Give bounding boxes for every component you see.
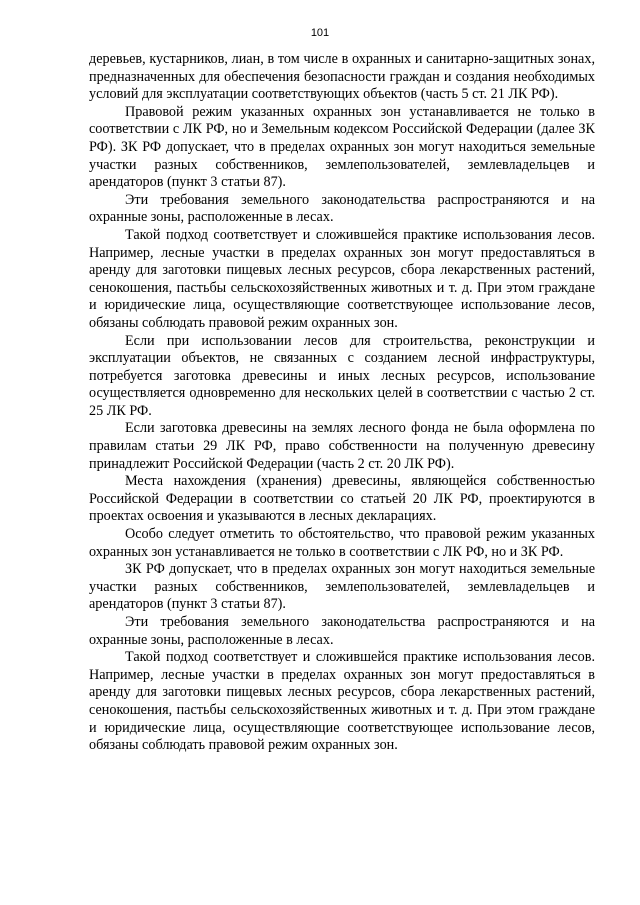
paragraph-2: Правовой режим указанных охранных зон устанавливается не только в соответствии с ЛК РФ, но и Земельным кодексом Российской Федерации (далее ЗК РФ). ЗК РФ допускает, что в пределах охранных зон могут находиться земельные участки разных собственников, землепользователей, землевладельцев и арендаторов (пункт 3 статьи 87). (89, 103, 595, 191)
paragraph-6: Если заготовка древесины на землях лесного фонда не была оформлена по правилам статьи 29 ЛК РФ, право собственности на полученную древесину принадлежит Российской Федерации (часть 2 ст. 20 ЛК РФ). (89, 420, 595, 472)
body-text (89, 51, 595, 755)
paragraph-9: ЗК РФ допускает, что в пределах охранных зон могут находиться земельные участки разных собственников, землепользователей, землевладельцев и арендаторов (пункт 3 статьи 87). (89, 561, 595, 613)
paragraph-1: деревьев, кустарников, лиан, в том числе в охранных и санитарно-защитных зонах, предназначенных для обеспечения безопасности граждан и создания необходимых условий для эксплуатации соответствующих объектов (часть 5 ст. 21 ЛК РФ). (89, 51, 595, 103)
paragraph-5: Если при использовании лесов для строительства, реконструкции и эксплуатации объектов, не связанных с созданием лесной инфраструктуры, потребуется заготовка древесины и иных лесных ресурсов, использование осуществляется одновременно для нескольких целей в соответствии с частью 2 ст. 25 ЛК РФ. (89, 332, 595, 419)
page-number: 101 (310, 27, 330, 39)
paragraph-7: Места нахождения (хранения) древесины, являющейся собственностью Российской Федерации в соответствии со статьей 20 ЛК РФ, проектируются в проектах освоения и указываются в лесных декларациях. (89, 473, 595, 525)
paragraph-4: Такой подход соответствует и сложившейся практике использования лесов. Например, лесные участки в пределах охранных зон могут предоставляться в аренду для заготовки пищевых лесных ресурсов, сбора лекарственных растений, сенокошения, пастьбы сельскохозяйственных животных и т. д. При этом граждане и юридические лица, осуществляющие соответствующее использование лесов, обязаны соблюдать правовой режим охранных зон. (89, 226, 595, 331)
paragraph-8: Особо следует отметить то обстоятельство, что правовой режим указанных охранных зон устанавливается не только в соответствии с ЛК РФ, но и ЗК РФ. (89, 526, 595, 560)
paragraph-3: Эти требования земельного законодательства распространяются и на охранные зоны, расположенные в лесах. (89, 191, 595, 226)
paragraph-11: Такой подход соответствует и сложившейся практике использования лесов. Например, лесные участки в пределах охранных зон могут предоставляться в аренду для заготовки пищевых лесных ресурсов, сбора лекарственных растений, сенокошения, пастьбы сельскохозяйственных животных и т. д. При этом граждане и юридические лица, осуществляющие соответствующее использование лесов, обязаны соблюдать правовой режим охранных зон. (89, 649, 595, 754)
paragraph-10: Эти требования земельного законодательства распространяются и на охранные зоны, расположенные в лесах. (89, 614, 595, 648)
